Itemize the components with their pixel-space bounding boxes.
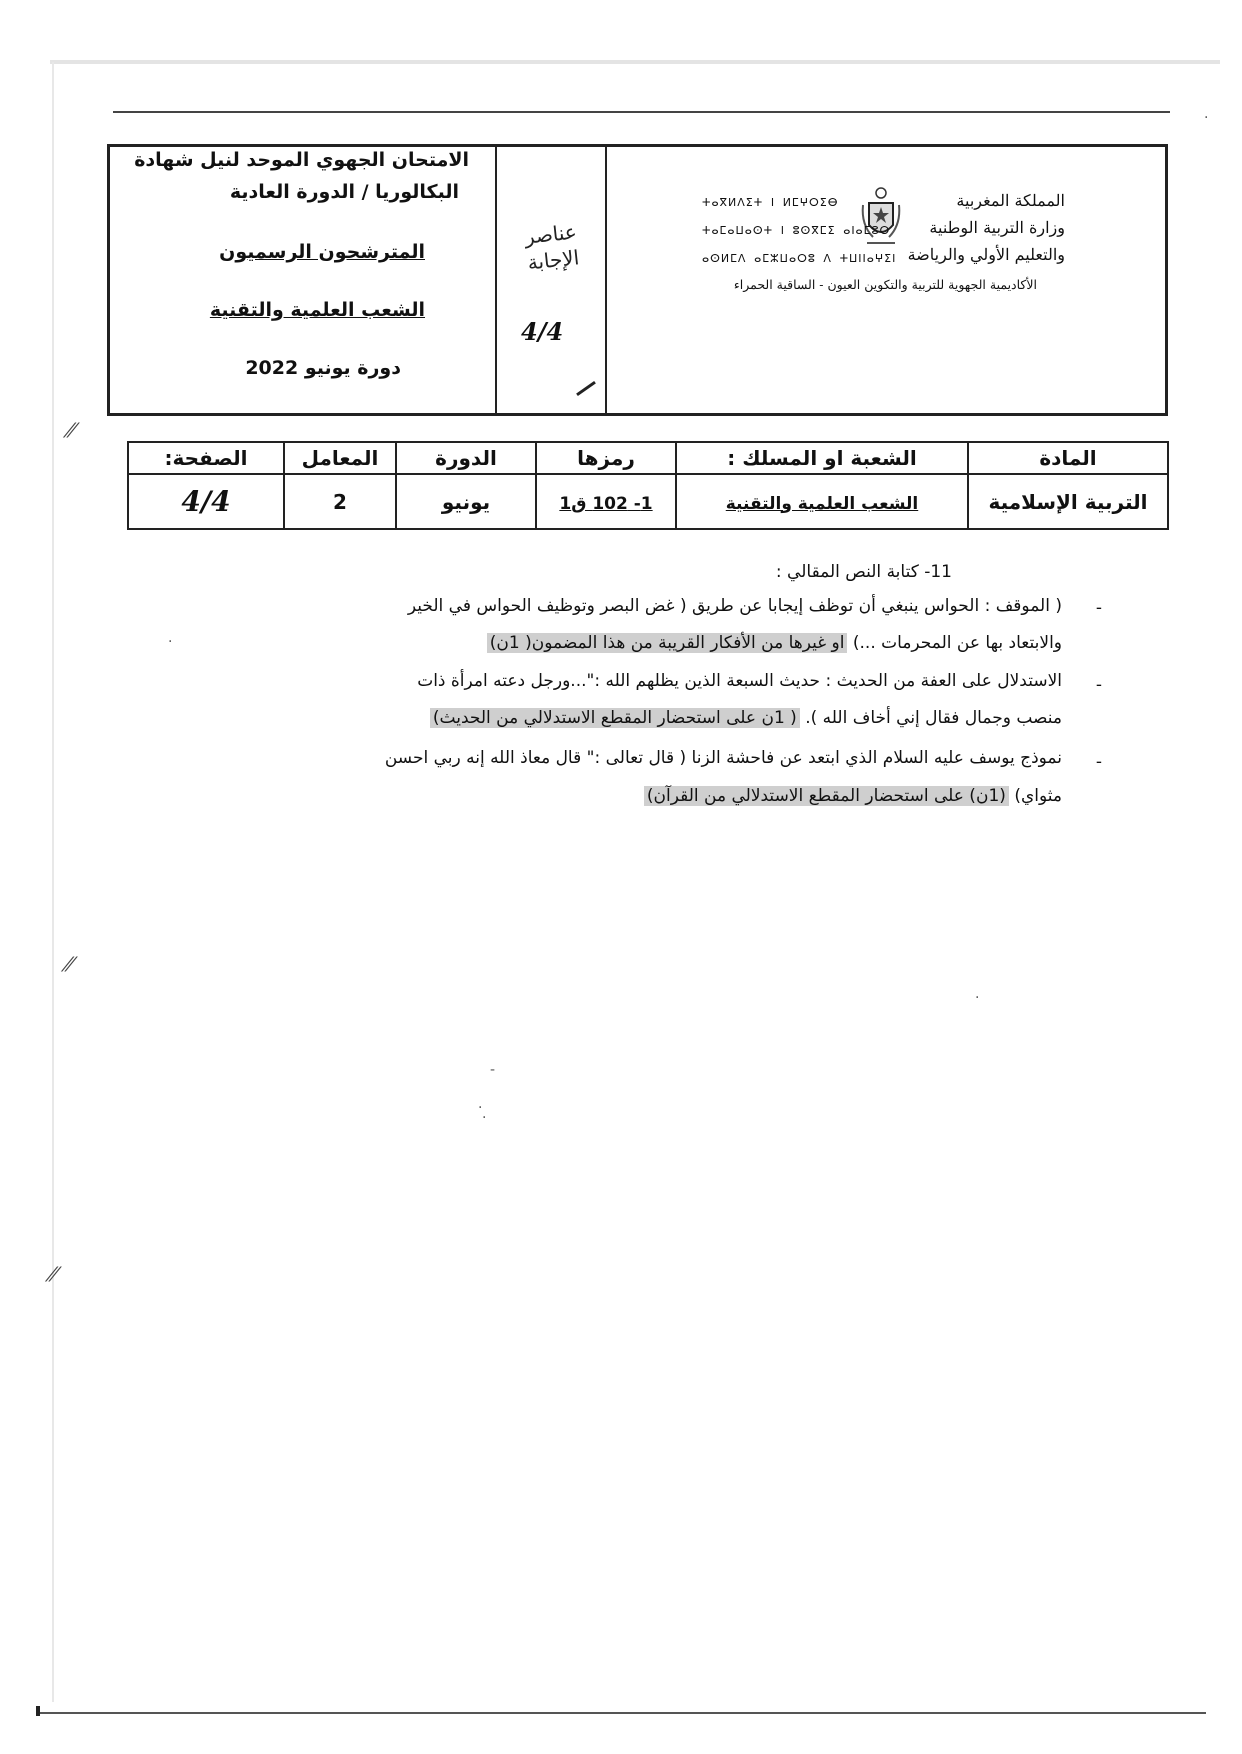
handwritten-page-number: 4/4 bbox=[521, 317, 564, 346]
scan-speck: · bbox=[168, 634, 173, 650]
header-code: رمزها bbox=[536, 442, 676, 474]
tifinagh-line1: ⵜⴰⴳⵍⴷⵉⵜ ⵏ ⵍⵎⵖⵔⵉⴱ bbox=[702, 196, 839, 209]
item2-line2-text: منصب وجمال فقال إني أخاف الله ). bbox=[805, 708, 1062, 728]
value-page: 4/4 bbox=[128, 474, 284, 529]
value-code-text: 1- 102 ق1 bbox=[559, 493, 653, 514]
item1-scoring-highlight: او غيرها من الأفكار القريبة من هذا المضمون( 1ن) bbox=[487, 633, 848, 653]
header-page: الصفحة: bbox=[128, 442, 284, 474]
value-coefficient: 2 bbox=[284, 474, 396, 529]
ministry-cell bbox=[607, 147, 1165, 413]
header-session: الدورة bbox=[396, 442, 536, 474]
exam-header bbox=[107, 144, 1168, 416]
item2-line2 bbox=[152, 708, 1062, 728]
subject-info-table bbox=[127, 441, 1169, 530]
session-label: دورة يونيو 2022 bbox=[245, 357, 401, 379]
ministry-name bbox=[908, 187, 1065, 268]
item3-line2 bbox=[152, 786, 1062, 806]
subject-info-value-row bbox=[128, 474, 1168, 529]
kingdom-line1: المملكة المغربية bbox=[956, 191, 1065, 210]
margin-mark: ⁄⁄ bbox=[68, 418, 75, 442]
margin-mark: ⁄⁄ bbox=[50, 1262, 57, 1286]
header-subject: المادة bbox=[968, 442, 1168, 474]
tifinagh-line3: ⴰⵙⵍⵎⴷ ⴰⵎⵣⵡⴰⵔⵓ ⴷ ⵜⵡⵏⵏⴰⵖⵉⵏ bbox=[702, 252, 897, 265]
scan-edge-top bbox=[50, 60, 1220, 64]
scan-edge-left bbox=[52, 62, 54, 1702]
streams-label: الشعب العلمية والتقنية bbox=[209, 299, 425, 321]
item2-scoring-highlight: ( 1ن على استحضار المقطع الاستدلالي من الحديث) bbox=[430, 708, 800, 728]
scan-speck: · bbox=[478, 1100, 483, 1116]
academy-name: الأكاديمية الجهوية للتربية والتكوين العيون - الساقية الحمراء bbox=[733, 277, 1037, 292]
scan-edge-mark bbox=[36, 1706, 40, 1716]
item1-line2 bbox=[152, 633, 1062, 653]
value-stream-text: الشعب العلمية والتقنية bbox=[725, 493, 919, 514]
value-subject: التربية الإسلامية bbox=[968, 474, 1168, 529]
item2-line1: الاستدلال على العفة من الحديث : حديث السبعة الذين يظلهم الله :"...ورجل دعته امرأة ذات bbox=[417, 671, 1062, 691]
exam-title-line1: الامتحان الجهوي الموحد لنيل شهادة bbox=[134, 149, 469, 171]
list-bullet: - bbox=[1095, 675, 1102, 695]
kingdom-line2: وزارة التربية الوطنية bbox=[929, 218, 1065, 237]
list-bullet: - bbox=[1095, 752, 1102, 772]
scan-speck: · bbox=[975, 990, 980, 1006]
margin-mark: ⁄⁄ bbox=[66, 952, 73, 976]
value-session: يونيو bbox=[396, 474, 536, 529]
subject-info-header-row bbox=[128, 442, 1168, 474]
item1-line2-text: والابتعاد بها عن المحرمات ...) bbox=[852, 633, 1062, 653]
list-bullet: - bbox=[1095, 598, 1102, 618]
item1-line1: ( الموقف : الحواس ينبغي أن توظف إيجابا عن طريق ( غض البصر وتوظيف الحواس في الخير bbox=[407, 596, 1062, 616]
exam-title-line2: البكالوريا / الدورة العادية bbox=[229, 181, 459, 203]
header-stream: الشعبة او المسلك : bbox=[676, 442, 968, 474]
scan-edge-bottom bbox=[36, 1712, 1206, 1714]
candidates-label: المترشحون الرسميون bbox=[219, 241, 425, 263]
scan-speck: - bbox=[490, 1062, 496, 1078]
answer-key-cell bbox=[497, 147, 607, 413]
tifinagh-ministry-name bbox=[702, 189, 896, 273]
kingdom-line3: والتعليم الأولي والرياضة bbox=[907, 245, 1065, 264]
value-code bbox=[536, 474, 676, 529]
item3-scoring-highlight: (1ن) على استحضار المقطع الاستدلالي من القرآن) bbox=[644, 786, 1009, 806]
item3-line1: نموذج يوسف عليه السلام الذي ابتعد عن فاحشة الزنا ( قال تعالى :" قال معاذ الله إنه ربي احسن bbox=[384, 748, 1062, 768]
handwritten-stroke bbox=[576, 381, 596, 396]
handwritten-answer-key-note: عناصر الإجابة bbox=[523, 219, 581, 275]
question-11-heading: 11- كتابة النص المقالي : bbox=[775, 562, 952, 582]
header-coefficient: المعامل bbox=[284, 442, 396, 474]
item3-line2-text: مثواي) bbox=[1014, 786, 1062, 806]
exam-info-cell bbox=[110, 147, 497, 413]
tifinagh-line2: ⵜⴰⵎⴰⵡⴰⵙⵜ ⵏ ⵓⵙⴳⵎⵉ ⴰⵏⴰⵎⵓⵔ bbox=[702, 224, 891, 237]
value-stream bbox=[676, 474, 968, 529]
scan-speck: · bbox=[1204, 110, 1209, 126]
scan-speck: · bbox=[482, 1110, 487, 1126]
